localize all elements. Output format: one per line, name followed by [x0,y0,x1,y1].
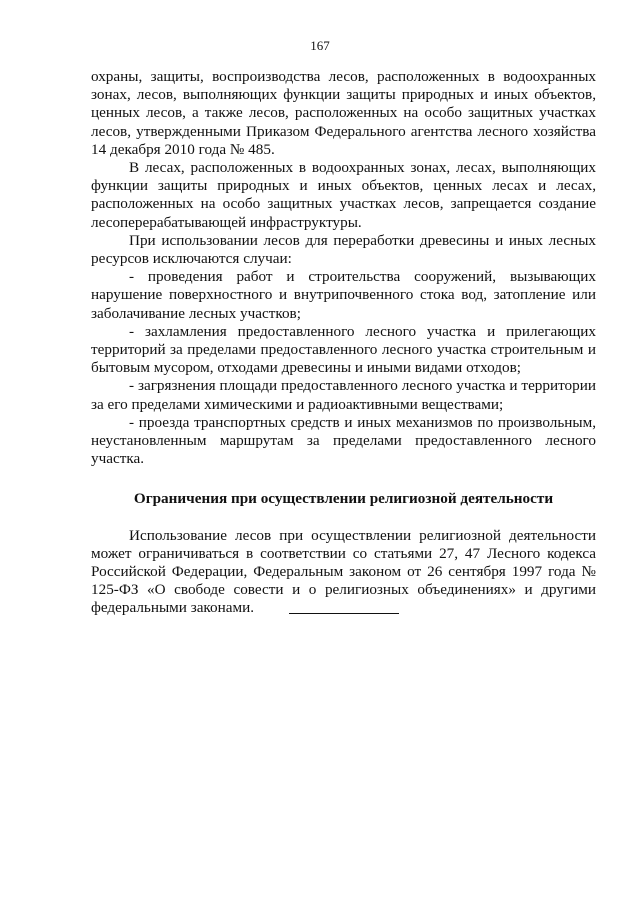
page-number: 167 [310,38,330,53]
list-item-littering: - захламления предоставленного лесного участка и прилегающих территорий за пределами предоставленного лесного участка строительным и бытовым мусором, отходами древесины и иными видами отходов; [91,322,596,377]
section-paragraph: Использование лесов при осуществлении религиозной деятельности может ограничиваться в соответствии со статьями 27, 47 Лесного кодекса Российской Федерации, Федеральным законом от 26 сентября 1997 года № 125-ФЗ «О свободе совести и о религиозных объединениях» и другими федеральными законами. [91,526,596,617]
paragraph-exclusions-intro: При использовании лесов для переработки древесины и иных лесных ресурсов исключаются случаи: [91,231,596,268]
paragraph-prohibition: В лесах, расположенных в водоохранных зонах, лесах, выполняющих функции защиты природных и иных объектов, ценных лесах и лесах, расположенных на особо защитных участках лесов, запрещается создание лесоперерабатывающей инфраструктуры. [91,159,596,231]
section-title: Ограничения при осуществлении религиозной деятельности [133,490,554,508]
section-spacer [91,509,596,527]
paragraph-continuation: охраны, защиты, воспроизводства лесов, расположенных в водоохранных зонах, лесов, выполняющих функции защиты природных и иных объектов, ценных лесов, а также лесов, расположенных на особо защитных участках лесов, утвержденными Приказом Федерального агентства лесного хозяйства 14 декабря 2010 года № 485. [91,68,596,158]
document-body [91,68,596,618]
end-rule [289,613,399,614]
list-item-pollution: - загрязнения площади предоставленного лесного участка и территории за его пределами химическими и радиоактивными веществами; [91,377,596,413]
list-item-vehicles: - проезда транспортных средств и иных механизмов по произвольным, неустановленным маршрутам за пределами предоставленного лесного участка. [91,413,596,468]
list-item-construction: - проведения работ и строительства сооружений, вызывающих нарушение поверхностного и внутрипочвенного стока вод, затопление или заболачивание лесных участков; [91,268,596,322]
